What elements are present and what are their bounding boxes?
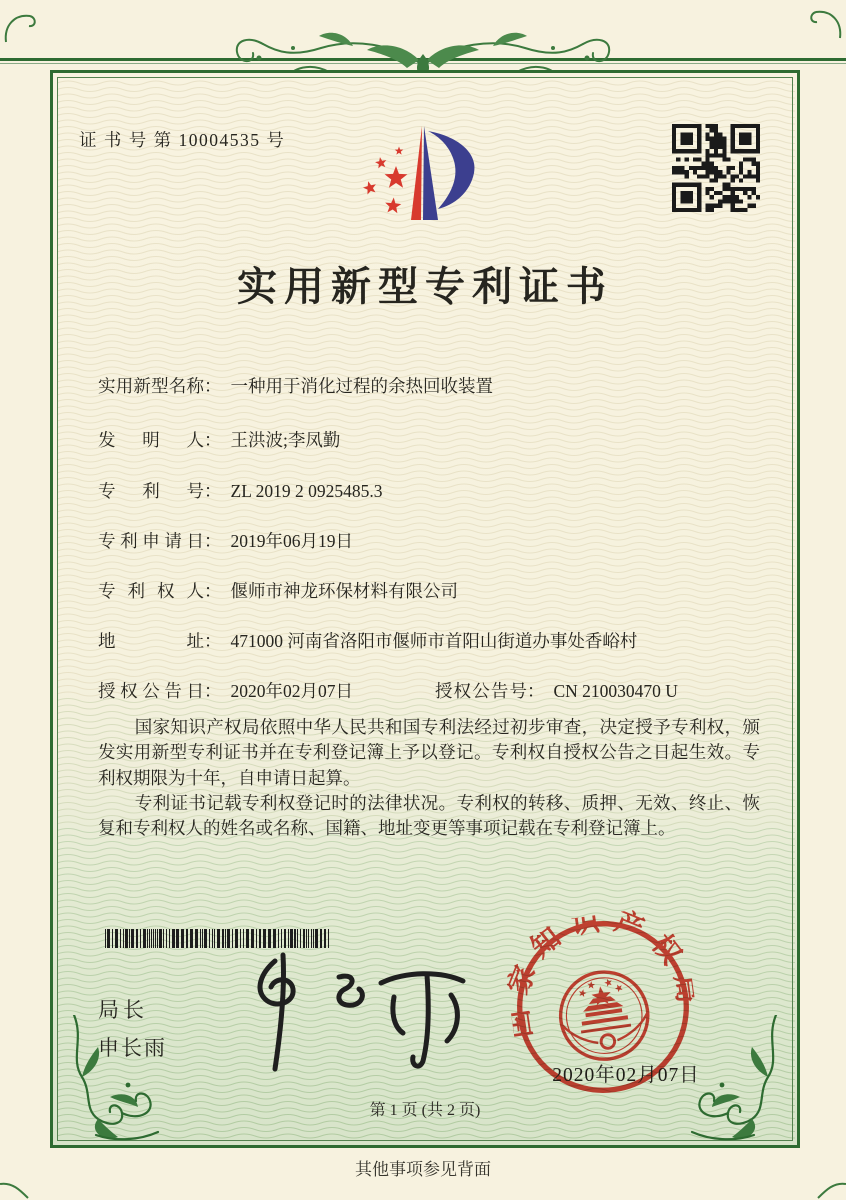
national-emblem-icon bbox=[555, 966, 653, 1064]
legal-paragraph-1: 国家知识产权局依照中华人民共和国专利法经过初步审查，决定授予专利权，颁发实用新型专利证书并在专利登记簿上予以登记。专利权自授权公告之日起生效。专利权期限为十年，自申请日起算。 bbox=[98, 717, 760, 788]
colon: ： bbox=[204, 581, 222, 601]
seal-date: 2020年02月07日 bbox=[552, 1065, 700, 1086]
page-number: 第 1 页 (共 2 页) bbox=[369, 1102, 481, 1119]
field-row-invention-name bbox=[98, 373, 493, 398]
field-value: CN 210030470 U bbox=[553, 681, 678, 701]
field-value: 2019年06月19日 bbox=[230, 531, 353, 551]
certificate-number: 证 书 号 第 10004535 号 bbox=[79, 130, 286, 150]
field-row-inventor bbox=[98, 427, 340, 452]
field-value: 一种用于消化过程的余热回收装置 bbox=[230, 376, 493, 396]
edge-curl-top-left-icon bbox=[2, 8, 38, 44]
cnipa-logo-icon bbox=[356, 115, 506, 240]
grant-number-group bbox=[435, 678, 678, 703]
colon: ： bbox=[204, 430, 222, 450]
field-label: 专利申请日 bbox=[98, 531, 204, 551]
qr-code-icon bbox=[672, 124, 760, 212]
field-row-patent-number bbox=[98, 478, 382, 503]
field-row-filing-date bbox=[98, 528, 353, 553]
field-label: 地址 bbox=[98, 631, 204, 651]
field-label: 专利号 bbox=[98, 481, 204, 501]
seal-text: 国家知识产权局 bbox=[501, 904, 705, 1041]
colon: ： bbox=[204, 531, 222, 551]
colon: ： bbox=[527, 681, 545, 701]
field-label: 实用新型名称 bbox=[98, 376, 204, 396]
edge-curl-top-right-icon bbox=[808, 4, 844, 40]
certificate-title: 实用新型专利证书 bbox=[237, 264, 613, 309]
legal-paragraph-2: 专利证书记载专利权登记时的法律状况。专利权的转移、质押、无效、终止、恢复和专利权人的姓名或名称、国籍、地址变更等事项记载在专利登记簿上。 bbox=[98, 792, 760, 839]
edge-curl-bottom-right-icon bbox=[816, 1180, 846, 1200]
border-panel bbox=[50, 70, 800, 1148]
field-value: 2020年02月07日 bbox=[230, 681, 353, 701]
field-row-grant bbox=[98, 678, 678, 703]
colon: ： bbox=[204, 376, 222, 396]
handwritten-signature-icon bbox=[231, 949, 471, 1074]
back-side-note: 其他事项参见背面 bbox=[355, 1160, 491, 1179]
field-row-address bbox=[98, 628, 637, 653]
field-label: 授权公告号 bbox=[435, 681, 527, 701]
field-value: 王洪波;李凤勤 bbox=[230, 430, 341, 450]
field-row-patentee bbox=[98, 578, 458, 603]
barcode-icon bbox=[103, 929, 335, 948]
colon: ： bbox=[204, 631, 222, 651]
colon: ： bbox=[204, 481, 222, 501]
commissioner-name: 申长雨 bbox=[98, 1036, 167, 1060]
field-label: 授权公告日 bbox=[98, 681, 204, 701]
field-value: 471000 河南省洛阳市偃师市首阳山街道办事处香峪村 bbox=[230, 631, 638, 651]
field-label: 专利权人 bbox=[98, 581, 204, 601]
legal-text-block bbox=[98, 715, 760, 841]
field-label: 发明人 bbox=[98, 430, 204, 450]
edge-curl-bottom-left-icon bbox=[0, 1180, 30, 1200]
colon: ： bbox=[204, 681, 222, 701]
field-value: ZL 2019 2 0925485.3 bbox=[230, 481, 383, 501]
commissioner-title: 局长 bbox=[98, 998, 148, 1022]
field-value: 偃师市神龙环保材料有限公司 bbox=[230, 581, 458, 601]
